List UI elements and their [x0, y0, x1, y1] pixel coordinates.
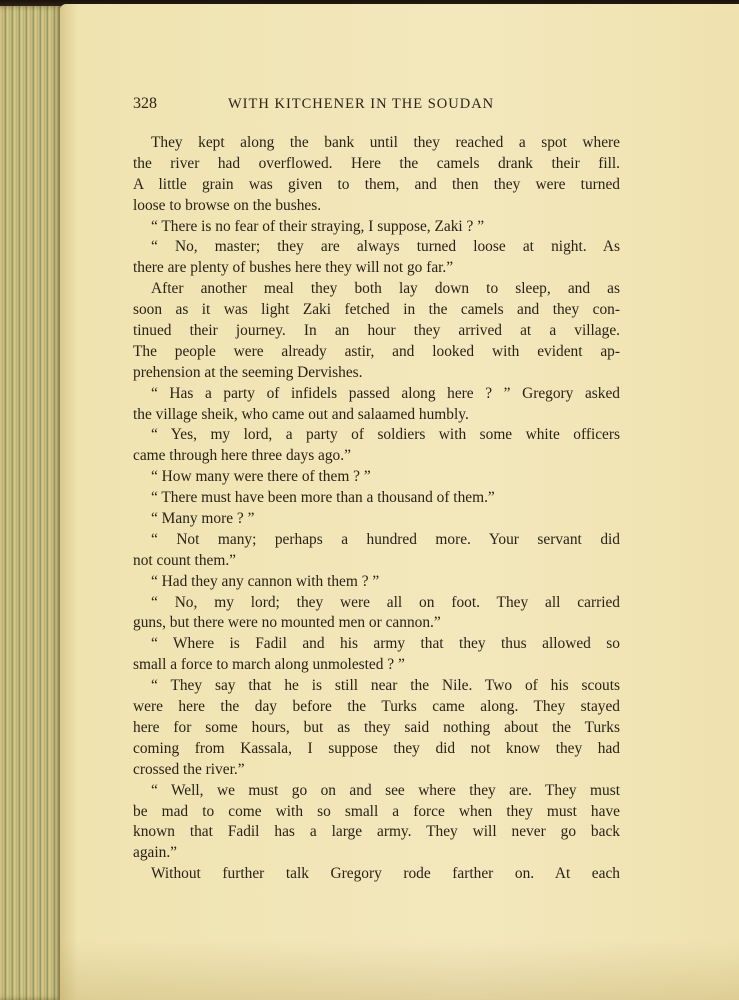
- text-line: the village sheik, who came out and salaamed humbly.: [133, 405, 469, 423]
- text-line: again.”: [133, 844, 178, 862]
- text-line: “ No, master; they are always turned loose at night. As: [151, 238, 620, 256]
- text-line: the river had overflowed. Here the camels drank their fill.: [133, 154, 620, 172]
- body-text: [133, 133, 620, 885]
- text-line: be mad to come with so small a force when they must have: [133, 802, 620, 820]
- text-line: “ How many were there of them ? ”: [151, 468, 371, 486]
- text-line: tinued their journey. In an hour they arrived at a village.: [133, 322, 620, 340]
- text-line: “ Not many; perhaps a hundred more. Your servant did: [151, 530, 620, 548]
- text-line: loose to browse on the bushes.: [133, 196, 322, 214]
- text-line: there are plenty of bushes here they will not go far.”: [133, 259, 454, 277]
- text-line: “ Had they any cannon with them ? ”: [151, 572, 380, 590]
- text-line: “ Has a party of infidels passed along here ? ” Gregory asked: [151, 384, 620, 402]
- running-title: WITH KITCHENER IN THE SOUDAN: [228, 96, 495, 112]
- text-line: “ Yes, my lord, a party of soldiers with some white officers: [151, 426, 620, 444]
- text-line: here for some hours, but as they said nothing about the Turks: [133, 718, 620, 736]
- text-line: guns, but there were no mounted men or cannon.”: [133, 614, 441, 632]
- text-line: “ There is no fear of their straying, I suppose, Zaki ? ”: [151, 217, 485, 235]
- text-line: known that Fadil has a large army. They will never go back: [133, 823, 620, 841]
- text-line: came through here three days ago.”: [133, 447, 351, 465]
- page-bottom-shade: [60, 940, 739, 1000]
- book-page-edges: [0, 6, 66, 1000]
- text-line: A little grain was given to them, and then they were turned: [133, 175, 620, 193]
- text-line: coming from Kassala, I suppose they did not know they had: [133, 739, 620, 757]
- text-line: “ Well, we must go on and see where they are. They must: [151, 781, 620, 799]
- text-line: “ There must have been more than a thousand of them.”: [151, 489, 495, 507]
- text-line: crossed the river.”: [133, 760, 245, 778]
- text-line: “ Where is Fadil and his army that they thus allowed so: [151, 635, 620, 653]
- text-line: The people were already astir, and looked with evident ap-: [133, 342, 620, 360]
- text-line: They kept along the bank until they reached a spot where: [151, 134, 620, 151]
- text-line: soon as it was light Zaki fetched in the camels and they con-: [133, 301, 620, 319]
- text-line: were here the day before the Turks came along. They stayed: [133, 698, 620, 716]
- text-line: Without further talk Gregory rode farther on. At each: [151, 865, 620, 883]
- text-line: not count them.”: [133, 551, 237, 569]
- text-line: prehension at the seeming Dervishes.: [133, 363, 363, 381]
- text-line: “ They say that he is still near the Nile. Two of his scouts: [151, 677, 620, 695]
- text-line: “ Many more ? ”: [151, 510, 255, 528]
- text-line: “ No, my lord; they were all on foot. They all carried: [151, 593, 620, 611]
- text-line: small a force to march along unmolested ? ”: [133, 656, 405, 674]
- page-number: 328: [133, 95, 157, 112]
- text-line: After another meal they both lay down to sleep, and as: [151, 280, 620, 298]
